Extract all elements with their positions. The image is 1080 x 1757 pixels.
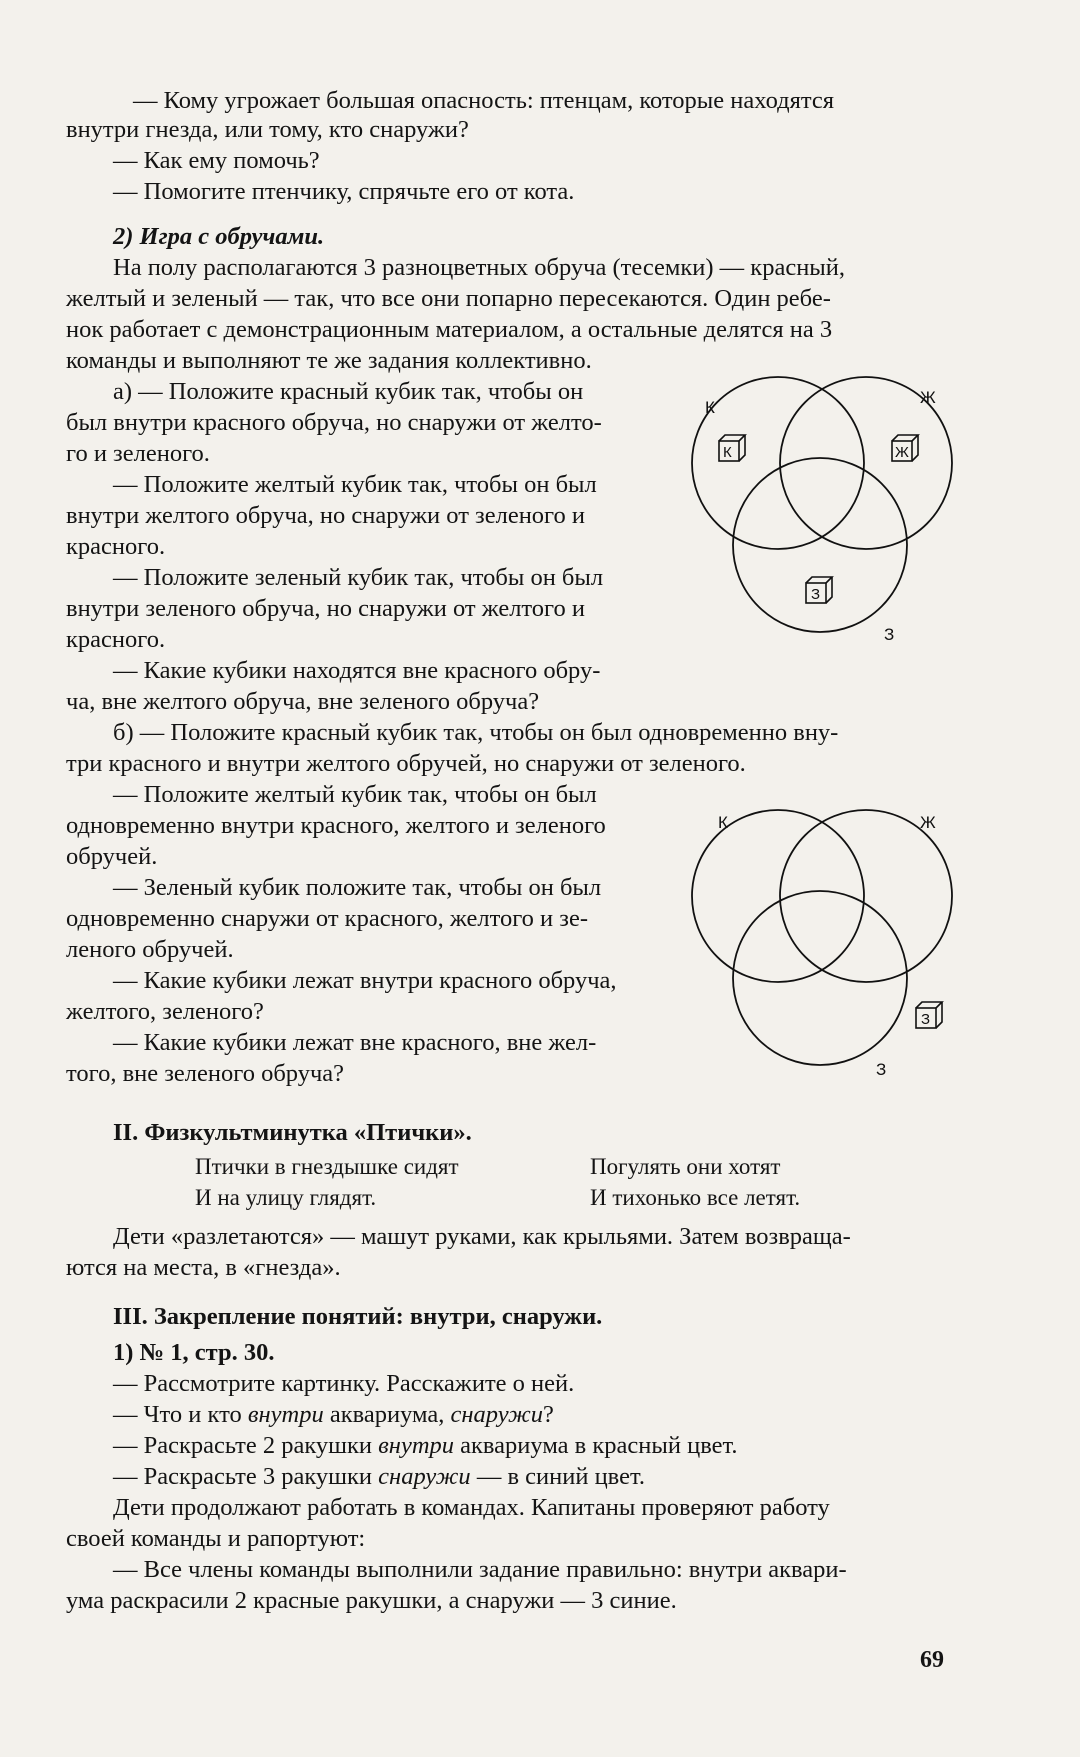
text-line: внутри гнезда, или тому, кто снаружи? [66, 116, 469, 143]
red-hoop-label: К [705, 398, 715, 417]
poem-line: И тихонько все летят. [590, 1185, 801, 1210]
text-line: внутри зеленого обруча, но снаружи от желтого и [66, 595, 585, 622]
text-line: обручей. [66, 843, 158, 870]
text-line: — Какие кубики лежат внутри красного обруча, [113, 967, 617, 994]
red-cube-letter: К [723, 444, 732, 461]
yellow-hoop [780, 810, 952, 982]
text-line: ума раскрасили 2 красные ракушки, а снаружи — 3 синие. [66, 1587, 677, 1614]
text-line: был внутри красного обруча, но снаружи от желто- [66, 409, 602, 436]
yellow-hoop-label: Ж [920, 388, 936, 407]
green-hoop [733, 891, 907, 1065]
exercise-reference: 1) № 1, стр. 30. [113, 1339, 275, 1366]
text-line: — Что и кто внутри аквариума, снаружи? [113, 1401, 554, 1428]
poem-line: Птички в гнездышке сидят [195, 1154, 459, 1179]
green-cube-icon [916, 1002, 942, 1028]
page-number: 69 [920, 1647, 944, 1673]
red-hoop [692, 377, 864, 549]
text-line: — Какие кубики находятся вне красного обру- [113, 657, 601, 684]
poem-line: И на улицу глядят. [195, 1185, 377, 1210]
green-hoop-label: З [884, 625, 895, 644]
text-line: нок работает с демонстрационным материалом, а остальные делятся на 3 [66, 316, 833, 343]
text-line: леного обручей. [66, 936, 234, 963]
text-line: того, вне зеленого обруча? [66, 1060, 345, 1087]
text-line: внутри желтого обруча, но снаружи от зеленого и [66, 502, 585, 529]
green-hoop [733, 458, 907, 632]
green-hoop-label: З [876, 1060, 887, 1079]
red-hoop-label: К [718, 813, 728, 832]
text-line: Дети продолжают работать в командах. Капитаны проверяют работу [113, 1494, 830, 1521]
text-line: ются на места, в «гнезда». [66, 1254, 341, 1281]
text-line: На полу располагаются 3 разноцветных обруча (тесемки) — красный, [113, 254, 845, 281]
text-line: одновременно внутри красного, желтого и зеленого [66, 812, 606, 839]
text-line: ча, вне желтого обруча, вне зеленого обруча? [66, 688, 540, 715]
text-line: — Положите желтый кубик так, чтобы он был [113, 781, 597, 808]
text-line: — Зеленый кубик положите так, чтобы он был [113, 874, 602, 901]
text-line: го и зеленого. [66, 440, 210, 467]
text-line: Дети «разлетаются» — машут руками, как крыльями. Затем возвраща- [113, 1223, 851, 1250]
text-line: — Раскрасьте 3 ракушки снаружи — в синий цвет. [113, 1463, 645, 1490]
text-line: — Какие кубики лежат вне красного, вне жел- [113, 1029, 597, 1056]
text-line: а) — Положите красный кубик так, чтобы он [113, 378, 584, 405]
green-cube-icon [806, 577, 832, 603]
green-cube-letter: З [811, 586, 821, 603]
text-line: желтый и зеленый — так, что все они попарно пересекаются. Один ребе- [66, 285, 831, 312]
text-line: — Положите зеленый кубик так, чтобы он был [113, 564, 604, 591]
section-heading: III. Закрепление понятий: внутри, снаружи. [113, 1303, 603, 1330]
text-line: красного. [66, 626, 166, 653]
text-line: желтого, зеленого? [66, 998, 264, 1025]
red-hoop [692, 810, 864, 982]
text-line: красного. [66, 533, 166, 560]
text-line: — Рассмотрите картинку. Расскажите о ней. [113, 1370, 575, 1397]
text-line: — Раскрасьте 2 ракушки внутри аквариума в красный цвет. [113, 1432, 738, 1459]
text-line: — Положите желтый кубик так, чтобы он был [113, 471, 597, 498]
text-line: — Кому угрожает большая опасность: птенцам, которые находятся [133, 87, 835, 114]
yellow-cube-icon [892, 435, 918, 461]
text-line: — Как ему помочь? [113, 147, 320, 174]
text-line: три красного и внутри желтого обручей, но снаружи от зеленого. [66, 750, 746, 777]
red-cube-icon [719, 435, 745, 461]
text-line: — Все члены команды выполнили задание правильно: внутри аквари- [113, 1556, 847, 1583]
green-cube-letter: З [921, 1011, 931, 1028]
text-line: команды и выполняют те же задания коллективно. [66, 347, 592, 374]
text-line: одновременно снаружи от красного, желтого и зе- [66, 905, 588, 932]
section-heading: II. Физкультминутка «Птички». [113, 1119, 472, 1146]
poem-line: Погулять они хотят [590, 1154, 781, 1179]
text-line: б) — Положите красный кубик так, чтобы он был одновременно вну- [113, 719, 839, 746]
yellow-hoop-label: Ж [920, 813, 936, 832]
venn-diagram-1 [690, 375, 990, 645]
text-line: — Помогите птенчику, спрячьте его от кота. [113, 178, 575, 205]
venn-diagram-2 [690, 810, 990, 1080]
section-heading: 2) Игра с обручами. [113, 223, 325, 250]
yellow-cube-letter: Ж [895, 444, 909, 461]
text-line: своей команды и рапортуют: [66, 1525, 366, 1552]
